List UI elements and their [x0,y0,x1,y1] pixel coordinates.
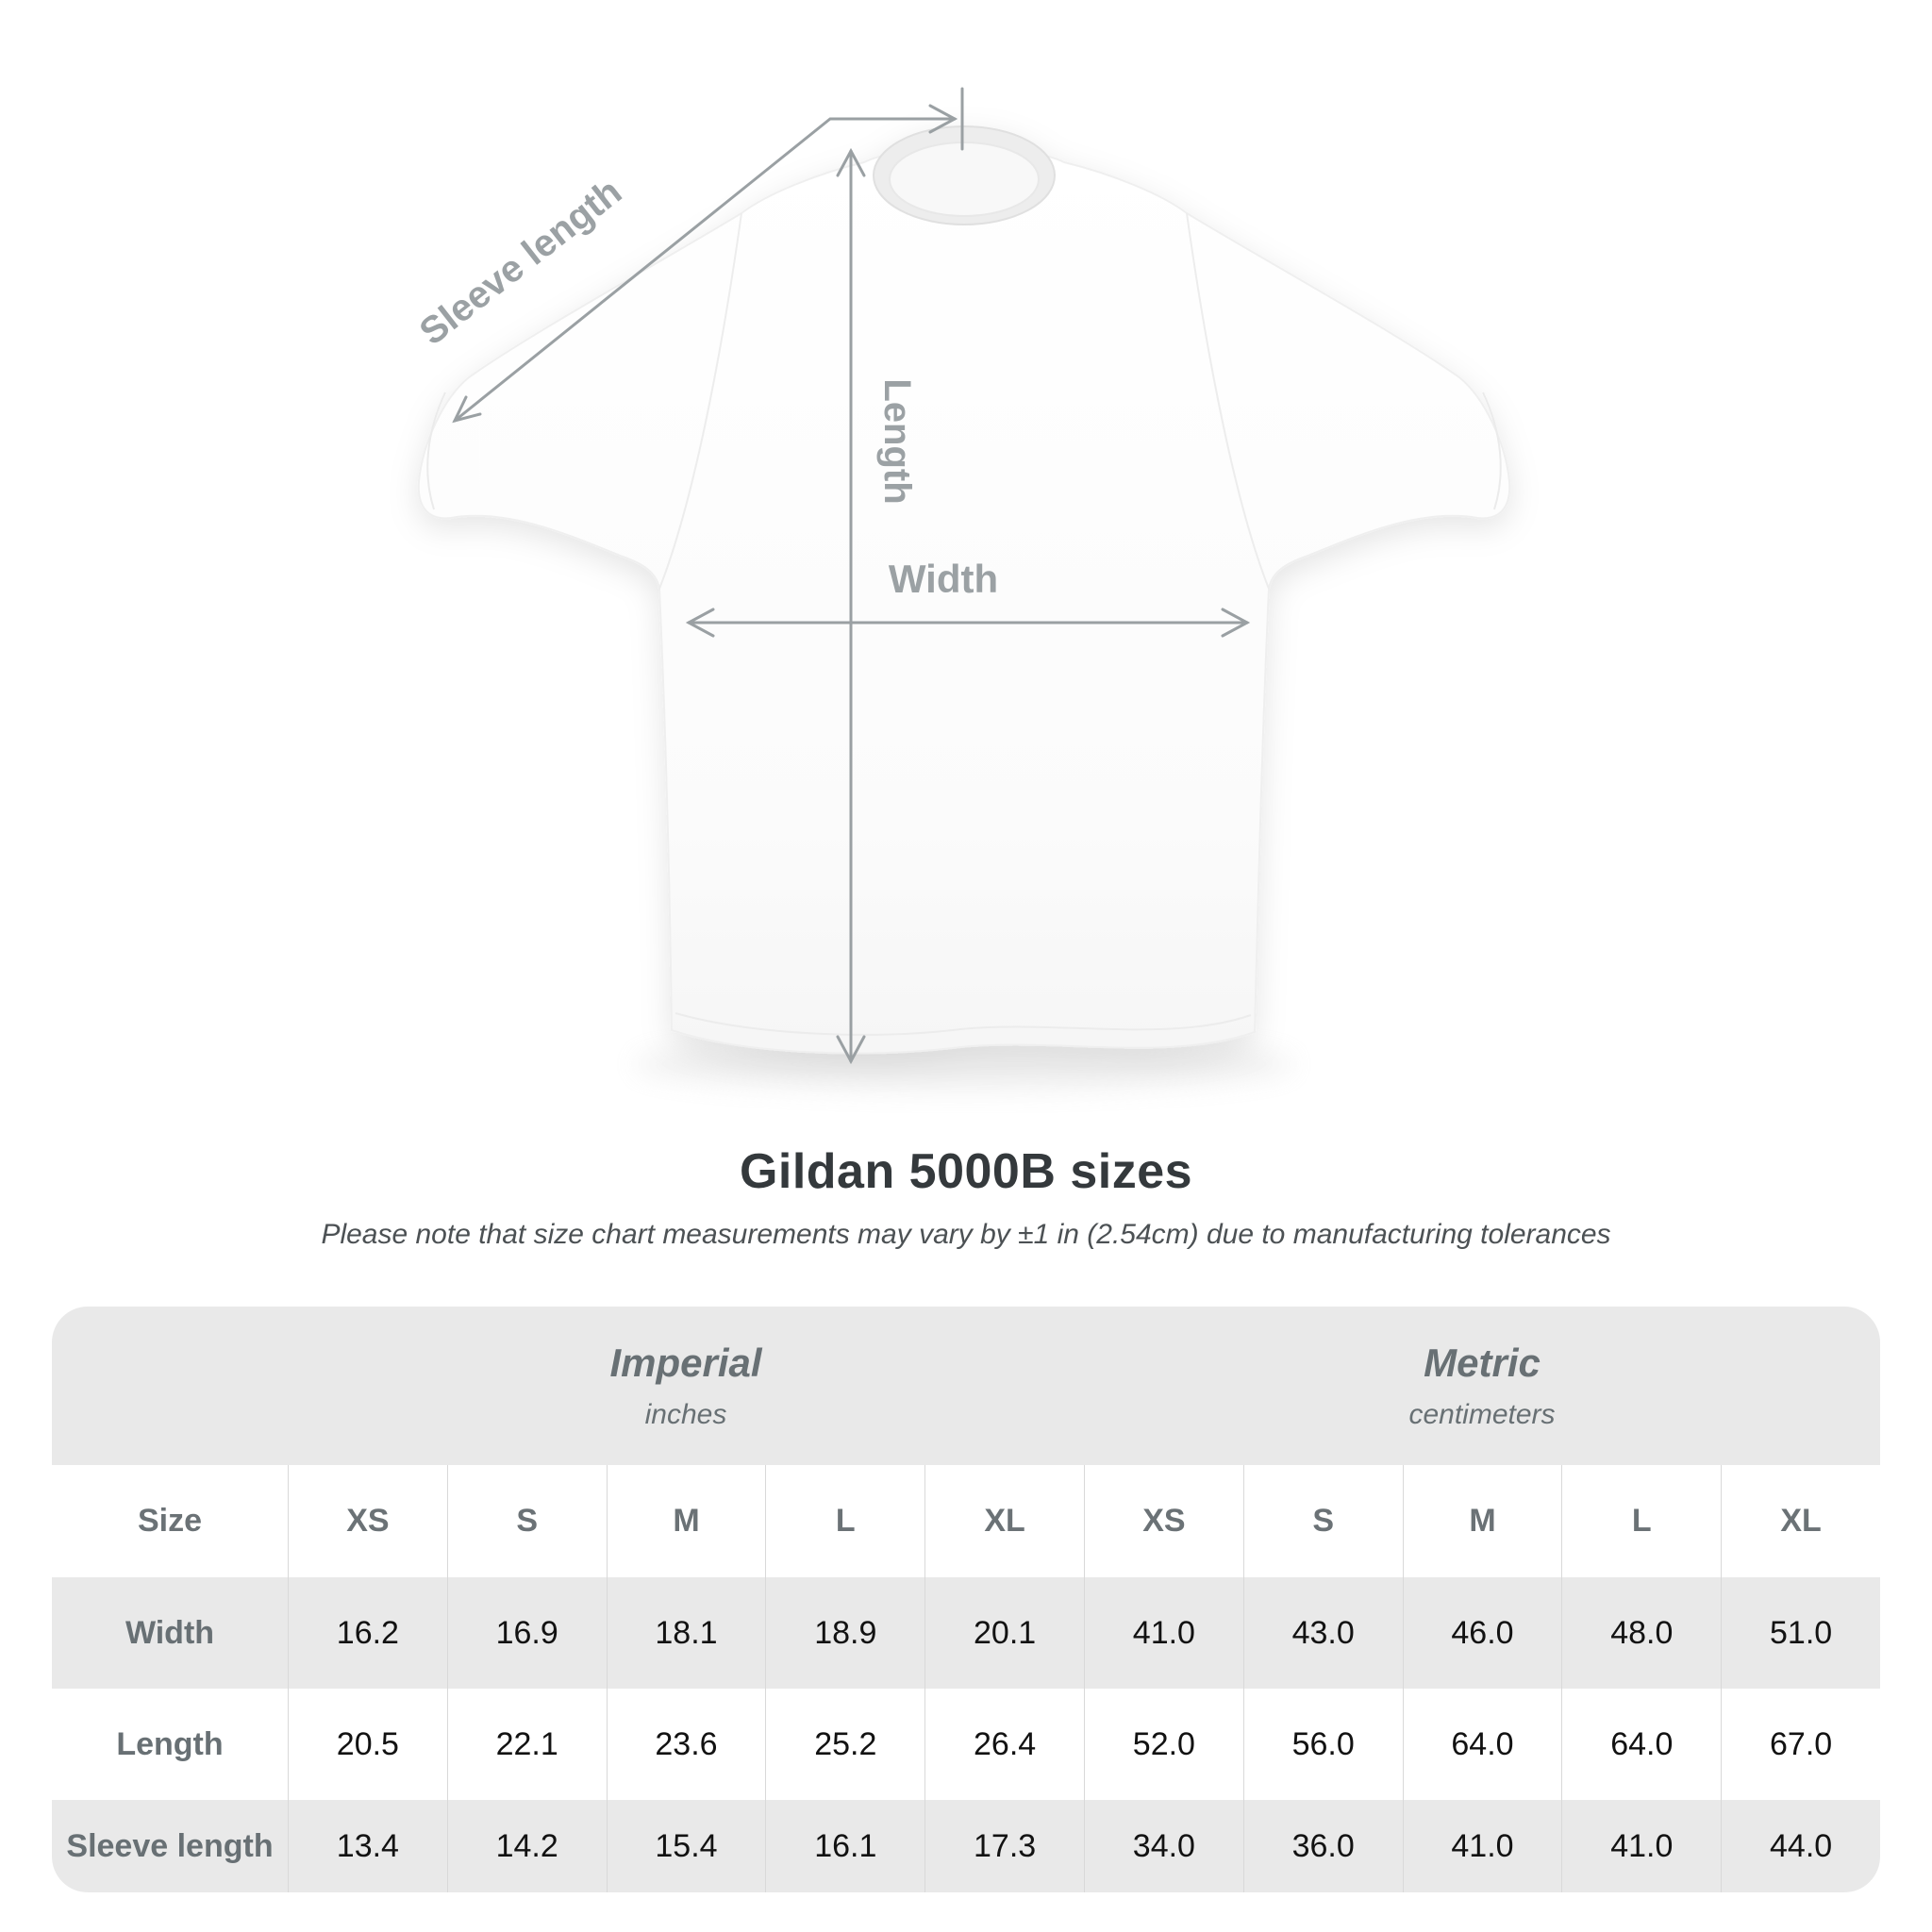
col-header: XS [288,1465,447,1577]
col-header: XS [1084,1465,1243,1577]
page-title: Gildan 5000B sizes [739,1144,1193,1199]
length-label: Length [876,378,918,505]
table-cell: 16.1 [765,1800,924,1892]
row-label-width: Width [125,1614,215,1651]
table-cell: 64.0 [1561,1689,1721,1800]
table-cell: 41.0 [1084,1577,1243,1689]
table-cell: 16.2 [288,1577,447,1689]
table-cell: 41.0 [1403,1800,1562,1892]
corner-header: Size [137,1503,203,1539]
table-cell: 14.2 [447,1800,607,1892]
table-cell: 15.4 [607,1800,766,1892]
table-row-width [52,1577,1880,1689]
col-header: M [1403,1465,1562,1577]
col-header: S [1243,1465,1403,1577]
table-cell: 20.5 [288,1689,447,1800]
col-header: XL [1721,1465,1880,1577]
metric-group-header [1084,1307,1880,1465]
col-header: L [765,1465,924,1577]
table-cell: 52.0 [1084,1689,1243,1800]
table-cell: 25.2 [765,1689,924,1800]
col-header: S [447,1465,607,1577]
sleeve-length-label: Sleeve length [411,171,630,354]
table-cell: 56.0 [1243,1689,1403,1800]
table-cell: 48.0 [1561,1577,1721,1689]
page-subtitle: Please note that size chart measurements may vary by ±1 in (2.54cm) due to manufacturing tolerances [321,1219,1611,1250]
table-row-sleeve-length [52,1800,1880,1892]
width-label: Width [888,557,999,601]
imperial-group-header [288,1307,1084,1465]
row-label-sleeve-length: Sleeve length [66,1827,274,1864]
table-cell: 13.4 [288,1800,447,1892]
table-cell: 23.6 [607,1689,766,1800]
table-cell: 41.0 [1561,1800,1721,1892]
table-cell: 26.4 [924,1689,1084,1800]
table-cell: 67.0 [1721,1689,1880,1800]
table-cell: 16.9 [447,1577,607,1689]
table-cell: 20.1 [924,1577,1084,1689]
table-cell: 18.1 [607,1577,766,1689]
table-cell: 43.0 [1243,1577,1403,1689]
col-header: L [1561,1465,1721,1577]
table-cell: 51.0 [1721,1577,1880,1689]
imperial-unit: inches [644,1399,727,1430]
metric-unit: centimeters [1408,1399,1556,1430]
table-cell: 36.0 [1243,1800,1403,1892]
table-cell: 44.0 [1721,1800,1880,1892]
table-cell: 34.0 [1084,1800,1243,1892]
table-cell: 18.9 [765,1577,924,1689]
col-header: XL [924,1465,1084,1577]
unit-group-header [52,1307,1880,1465]
table-row-length [52,1689,1880,1800]
col-header: M [607,1465,766,1577]
table-cell: 46.0 [1403,1577,1562,1689]
table-cell: 22.1 [447,1689,607,1800]
imperial-label: Imperial [609,1341,762,1385]
table-cell: 64.0 [1403,1689,1562,1800]
row-label-length: Length [116,1725,224,1762]
metric-label: Metric [1424,1341,1541,1385]
size-header-row [52,1465,1880,1577]
table-cell: 17.3 [924,1800,1084,1892]
size-table [52,1307,1880,1892]
